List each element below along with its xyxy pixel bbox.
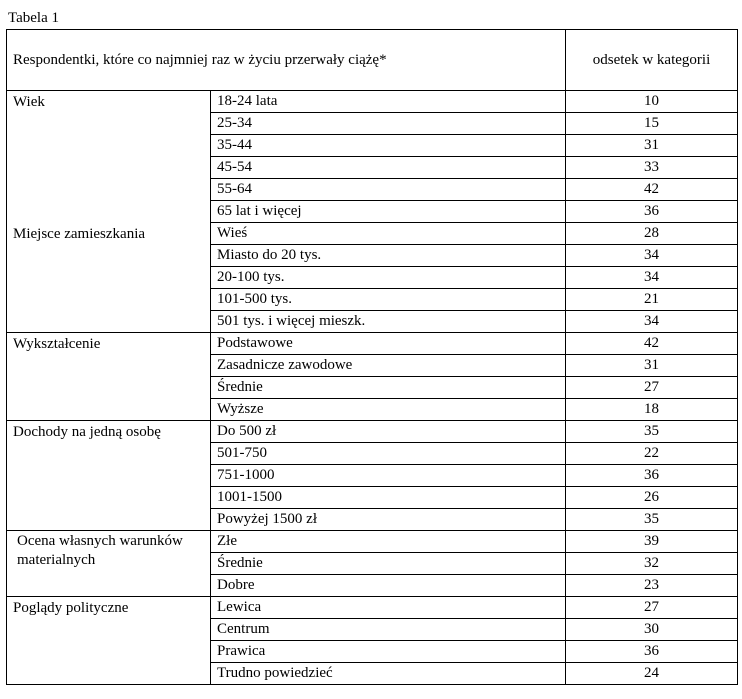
- subcategory-label: 25-34: [211, 113, 566, 135]
- percentage-value: 34: [566, 311, 738, 333]
- percentage-value: 35: [566, 421, 738, 443]
- subcategory-label: Prawica: [211, 641, 566, 663]
- percentage-value: 39: [566, 531, 738, 553]
- data-table: [6, 29, 738, 685]
- category-label: Miejsce zamieszkania: [13, 225, 146, 242]
- category-cell: [7, 421, 211, 531]
- table-row: [7, 223, 738, 245]
- table-row: [7, 597, 738, 619]
- subcategory-label: Miasto do 20 tys.: [211, 245, 566, 267]
- subcategory-label: 501-750: [211, 443, 566, 465]
- category-label: Wykształcenie: [13, 336, 101, 352]
- percentage-value: 42: [566, 179, 738, 201]
- subcategory-label: Średnie: [211, 553, 566, 575]
- subcategory-label: Wyższe: [211, 399, 566, 421]
- percentage-value: 30: [566, 619, 738, 641]
- subcategory-label: Średnie: [211, 377, 566, 399]
- percentage-value: 21: [566, 289, 738, 311]
- category-cell: [7, 333, 211, 421]
- percentage-value: 27: [566, 377, 738, 399]
- subcategory-label: Złe: [211, 531, 566, 553]
- subcategory-label: 751-1000: [211, 465, 566, 487]
- table-row: [7, 421, 738, 443]
- category-label: Ocena własnych warunków materialnych: [17, 533, 183, 568]
- subcategory-label: Wieś: [211, 223, 566, 245]
- percentage-value: 33: [566, 157, 738, 179]
- table-row: [7, 531, 738, 553]
- percentage-value: 34: [566, 245, 738, 267]
- subcategory-label: Zasadnicze zawodowe: [211, 355, 566, 377]
- percentage-value: 23: [566, 575, 738, 597]
- category-cell: [7, 91, 211, 223]
- subcategory-label: 35-44: [211, 135, 566, 157]
- percentage-value: 34: [566, 267, 738, 289]
- subcategory-label: 45-54: [211, 157, 566, 179]
- category-label: Dochody na jedną osobę: [13, 424, 161, 440]
- percentage-value: 27: [566, 597, 738, 619]
- percentage-value: 15: [566, 113, 738, 135]
- category-cell: [7, 597, 211, 685]
- table-body: [7, 91, 738, 685]
- percentage-value: 31: [566, 135, 738, 157]
- subcategory-label: Trudno powiedzieć: [211, 663, 566, 685]
- subcategory-label: Centrum: [211, 619, 566, 641]
- category-label: Poglądy polityczne: [13, 600, 129, 616]
- subcategory-label: 20-100 tys.: [211, 267, 566, 289]
- percentage-value: 24: [566, 663, 738, 685]
- table-header-row: [7, 30, 738, 91]
- subcategory-label: 65 lat i więcej: [211, 201, 566, 223]
- subcategory-label: 1001-1500: [211, 487, 566, 509]
- header-value-column: odsetek w kategorii: [566, 30, 738, 91]
- subcategory-label: Do 500 zł: [211, 421, 566, 443]
- percentage-value: 18: [566, 399, 738, 421]
- percentage-value: 35: [566, 509, 738, 531]
- subcategory-label: Powyżej 1500 zł: [211, 509, 566, 531]
- percentage-value: 22: [566, 443, 738, 465]
- category-cell: [7, 223, 211, 333]
- category-cell: [7, 531, 211, 597]
- percentage-value: 42: [566, 333, 738, 355]
- subcategory-label: 55-64: [211, 179, 566, 201]
- table-caption: Tabela 1: [8, 10, 60, 26]
- percentage-value: 36: [566, 201, 738, 223]
- subcategory-label: 501 tys. i więcej mieszk.: [211, 311, 566, 333]
- table-row: [7, 333, 738, 355]
- subcategory-label: Dobre: [211, 575, 566, 597]
- percentage-value: 36: [566, 641, 738, 663]
- percentage-value: 31: [566, 355, 738, 377]
- subcategory-label: Podstawowe: [211, 333, 566, 355]
- percentage-value: 32: [566, 553, 738, 575]
- percentage-value: 36: [566, 465, 738, 487]
- header-label: Respondentki, które co najmniej raz w życiu przerwały ciążę*: [7, 30, 566, 91]
- percentage-value: 28: [566, 223, 738, 245]
- table-row: [7, 91, 738, 113]
- subcategory-label: Lewica: [211, 597, 566, 619]
- percentage-value: 10: [566, 91, 738, 113]
- subcategory-label: 18-24 lata: [211, 91, 566, 113]
- subcategory-label: 101-500 tys.: [211, 289, 566, 311]
- percentage-value: 26: [566, 487, 738, 509]
- category-label: Wiek: [13, 94, 45, 110]
